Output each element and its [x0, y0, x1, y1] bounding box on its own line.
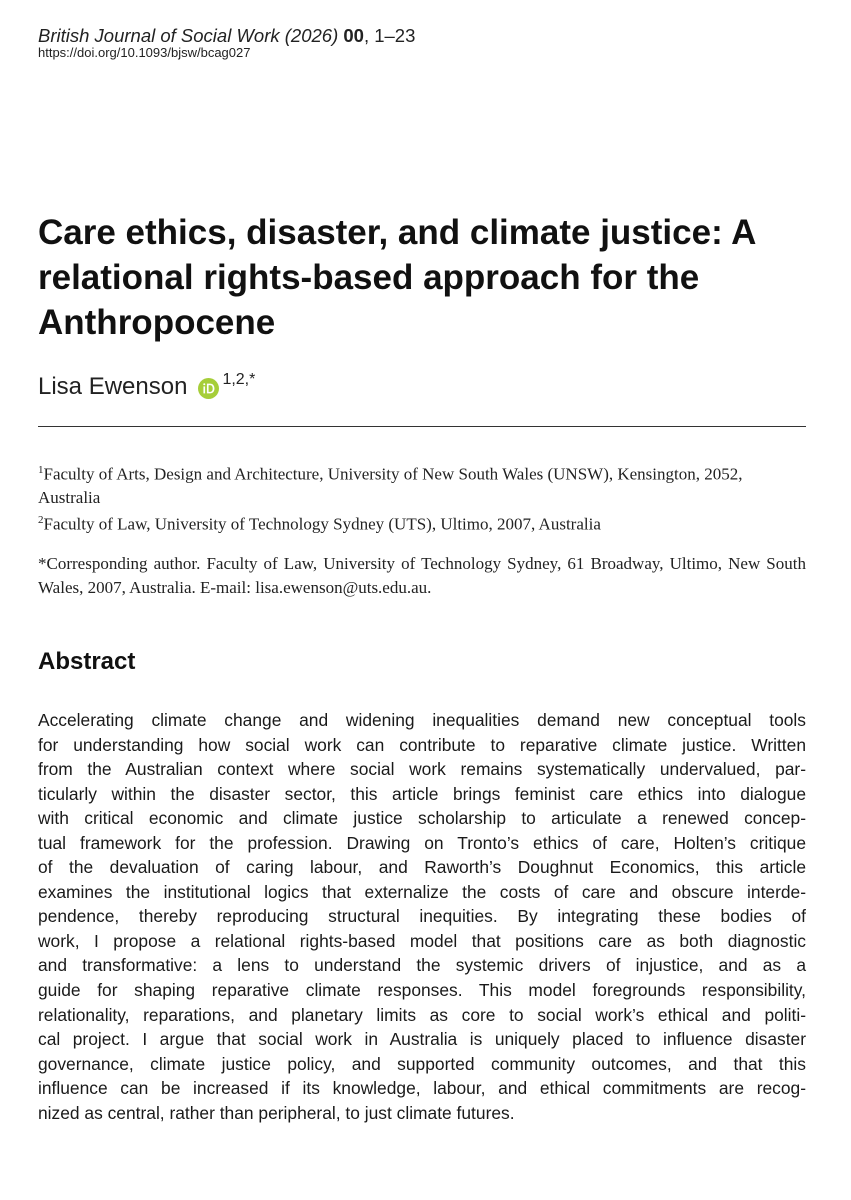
- abstract-line: for understanding how social work can contribute to reparative climate justice. Written: [38, 734, 806, 755]
- abstract-body: [38, 708, 806, 1125]
- journal-citation: [38, 25, 415, 47]
- abstract-line: from the Australian context where social work remains systematically undervalued, par-: [38, 759, 806, 780]
- orcid-icon[interactable]: [198, 378, 219, 399]
- abstract-line: Accelerating climate change and widening inequalities demand new conceptual tools: [38, 710, 806, 730]
- affiliation-number: 1: [38, 464, 44, 476]
- abstract-line: influence can be increased if its knowledge, labour, and ethical commitments are recog-: [38, 1078, 806, 1099]
- abstract-line: nized as central, rather than peripheral, to just climate futures.: [38, 1102, 515, 1123]
- abstract-line: cal project. I argue that social work in Australia is uniquely placed to influence disaster: [38, 1029, 806, 1050]
- affiliation-1: [38, 459, 806, 509]
- affiliations: [38, 459, 806, 535]
- abstract-line: guide for shaping reparative climate responses. This model foregrounds responsibility,: [38, 980, 806, 1001]
- abstract-line: examines the institutional logics that externalize the costs of care and obscure interde-: [38, 881, 806, 902]
- doi-link[interactable]: https://doi.org/10.1093/bjsw/bcag027: [38, 45, 251, 60]
- abstract-line: ticularly within the disaster sector, this article brings feminist care ethics into dialogue: [38, 783, 806, 804]
- author-name[interactable]: Lisa Ewenson: [38, 373, 188, 400]
- abstract-line: pendence, thereby reproducing structural inequities. By integrating these bodies of: [38, 906, 806, 927]
- author-line: [38, 373, 255, 401]
- abstract-line: with critical economic and climate justice scholarship to articulate a renewed concep-: [38, 808, 806, 829]
- abstract-line: tual framework for the profession. Drawing on Tronto’s ethics of care, Holten’s critique: [38, 832, 806, 853]
- abstract-line: governance, climate justice policy, and supported community outcomes, and that this: [38, 1053, 806, 1074]
- corresponding-author: *Corresponding author. Faculty of Law, University of Technology Sydney, 61 Broadway, Ultimo, New South Wales, 2007, Australia. E-mail: lisa.ewenson@uts.edu.au.: [38, 554, 806, 597]
- abstract-line: work, I propose a relational rights-based model that positions care as both diagnostic: [38, 930, 806, 951]
- abstract-heading: Abstract: [38, 648, 136, 675]
- author-superscripts[interactable]: 1,2,*: [222, 371, 256, 388]
- article-title: Care ethics, disaster, and climate justice: A relational rights-based approach for the Anthropocene: [38, 213, 756, 342]
- affiliation-number: 2: [38, 513, 44, 526]
- abstract-line: relationality, reparations, and planetary limits as core to social work’s ethical and politi-: [38, 1004, 806, 1025]
- journal-name: British Journal of Social Work (2026): [38, 25, 339, 46]
- header-divider: [38, 426, 806, 427]
- affiliation-2: [38, 509, 806, 536]
- journal-volume: 00: [343, 25, 364, 46]
- journal-pages: , 1–23: [363, 25, 416, 46]
- affiliation-text: Faculty of Arts, Design and Architecture, University of New South Wales (UNSW), Kensington, 2052, Australia: [38, 464, 743, 507]
- abstract-line: and transformative: a lens to understand the systemic drivers of injustice, and as a: [38, 955, 806, 976]
- abstract-line: of the devaluation of caring labour, and Raworth’s Doughnut Economics, this article: [38, 857, 806, 878]
- affiliation-text: Faculty of Law, University of Technology Sydney (UTS), Ultimo, 2007, Australia: [43, 514, 601, 534]
